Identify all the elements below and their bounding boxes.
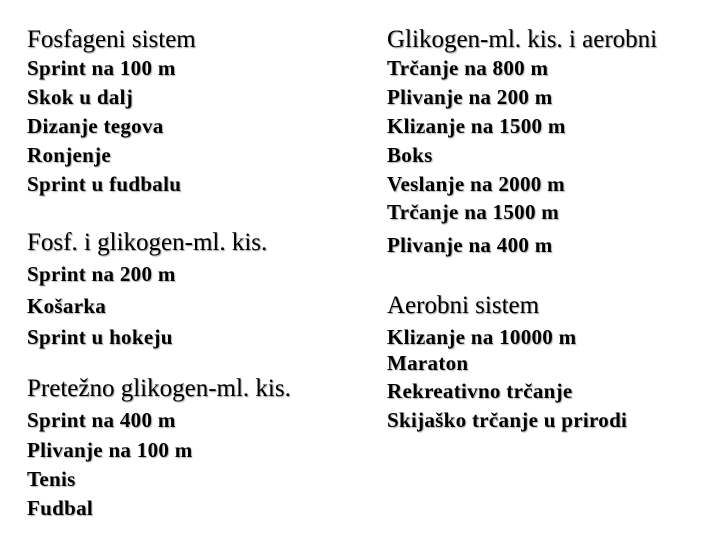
heading-aerobni-sistem: Aerobni sistem <box>387 292 540 319</box>
list-item: Skok u dalj <box>27 85 134 109</box>
list-item: Košarka <box>27 294 107 318</box>
list-item: Plivanje na 100 m <box>27 438 193 462</box>
list-item: Boks <box>387 143 433 167</box>
list-item: Rekreativno trčanje <box>387 379 573 403</box>
list-item: Sprint na 100 m <box>27 56 176 80</box>
list-item: Fudbal <box>27 496 93 520</box>
list-item: Plivanje na 200 m <box>387 85 553 109</box>
list-item: Sprint u hokeju <box>27 325 173 349</box>
list-item: Klizanje na 10000 m <box>387 325 577 349</box>
list-item: Trčanje na 1500 m <box>387 200 560 224</box>
heading-pretezno-glikogen: Pretežno glikogen-ml. kis. <box>27 375 291 402</box>
list-item: Maraton <box>387 351 469 375</box>
list-item: Veslanje na 2000 m <box>387 172 565 196</box>
list-item: Sprint u fudbalu <box>27 172 182 196</box>
list-item: Tenis <box>27 467 76 491</box>
heading-fosf-i-glikogen: Fosf. i glikogen-ml. kis. <box>27 229 268 256</box>
heading-fosfageni-sistem: Fosfageni sistem <box>27 26 196 53</box>
list-item: Ronjenje <box>27 143 112 167</box>
list-item: Skijaško trčanje u prirodi <box>387 408 628 432</box>
list-item: Plivanje na 400 m <box>387 233 553 257</box>
list-item: Trčanje na 800 m <box>387 56 549 80</box>
list-item: Sprint na 400 m <box>27 408 176 432</box>
heading-glikogen-i-aerobni: Glikogen-ml. kis. i aerobni <box>387 26 658 53</box>
list-item: Sprint na 200 m <box>27 262 176 286</box>
list-item: Klizanje na 1500 m <box>387 114 566 138</box>
list-item: Dizanje tegova <box>27 114 164 138</box>
